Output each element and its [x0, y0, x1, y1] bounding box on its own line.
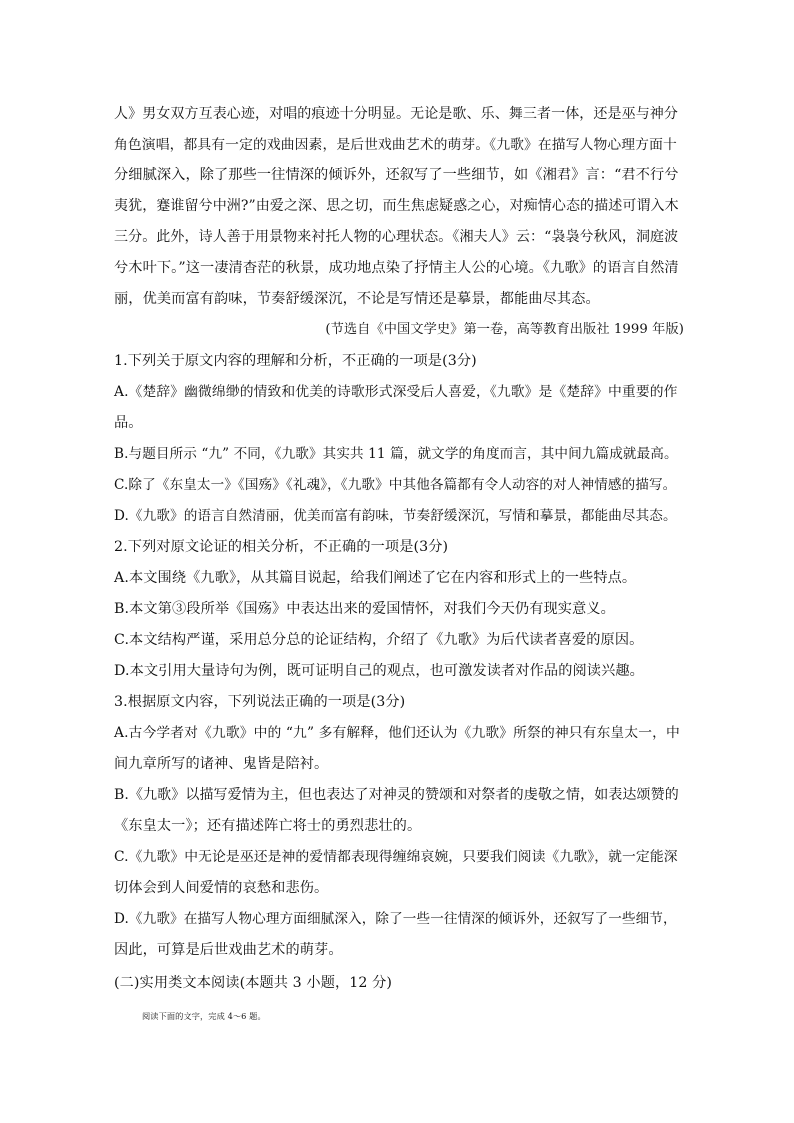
- question-1-option-d: D.《九歌》的语言自然清丽，优美而富有韵味，节奏舒缓深沉，写情和摹景，都能曲尽其态。: [114, 508, 677, 524]
- passage-source: (节选自《中国文学史》第一卷，高等教育出版社 1999 年版): [325, 322, 684, 337]
- passage-line: 角色演唱，都具有一定的戏曲因素，是后世戏曲艺术的萌芽。《九歌》在描写人物心理方面十: [114, 137, 677, 153]
- passage-line: 兮木叶下。”这一凄清杳茫的秋景，成功地点染了抒情主人公的心境。《九歌》的语言自然清: [114, 260, 679, 276]
- question-2-option-a: A.本文围绕《九歌》，从其篇目说起，给我们阐述了它在内容和形式上的一些特点。: [114, 570, 637, 586]
- question-3-option-b: B.《九歌》以描写爱情为主，但也表达了对神灵的赞颂和对祭者的虔敬之情，如表达颂赞的: [114, 787, 679, 803]
- question-1-option-b: B.与题目所示 “九” 不同，《九歌》其实共 11 篇，就文学的角度而言，其中间九篇成就最高。: [114, 446, 678, 462]
- question-1-option-a-cont: 品。: [114, 415, 143, 431]
- question-2-option-c: C.本文结构严谨，采用总分总的论证结构，介绍了《九歌》为后代读者喜爱的原因。: [114, 632, 644, 648]
- question-2-option-b: B.本文第③段所举《国殇》中表达出来的爱国情怀，对我们今天仍有现实意义。: [114, 601, 615, 617]
- question-2-option-d: D.本文引用大量诗句为例，既可证明自己的观点，也可激发读者对作品的阅读兴趣。: [114, 663, 644, 679]
- passage-line: 人》男女双方互表心迹，对唱的痕迹十分明显。无论是歌、乐、舞三者一体，还是巫与神分: [114, 106, 678, 122]
- section-instruction: 阅读下面的文字，完成 4～6 题。: [142, 1011, 266, 1021]
- section-heading: (二)实用类文本阅读(本题共 3 小题，12 分): [114, 975, 393, 991]
- question-3-option-a: A.古今学者对《九歌》中的 “九” 多有解释，他们还认为《九歌》所祭的神只有东皇太一，中: [114, 725, 680, 741]
- question-3-option-d: D.《九歌》在描写人物心理方面细腻深入，除了一些一往情深的倾诉外，还叙写了一些细节，: [114, 911, 677, 927]
- question-1-stem: 1.下列关于原文内容的理解和分析，不正确的一项是(3分): [114, 353, 477, 369]
- question-2-stem: 2.下列对原文论证的相关分析，不正确的一项是(3分): [114, 539, 449, 555]
- question-1-option-a: A.《楚辞》幽微绵缈的情致和优美的诗歌形式深受后人喜爱，《九歌》是《楚辞》中重要的作: [114, 384, 678, 400]
- passage-line: 丽，优美而富有韵味，节奏舒缓深沉，不论是写情还是摹景，都能曲尽其态。: [114, 291, 600, 307]
- passage-line: 三分。此外，诗人善于用景物来衬托人物的心理状态。《湘夫人》云：“袅袅兮秋风，洞庭波: [114, 229, 679, 245]
- question-3-option-d-cont: 因此，可算是后世戏曲艺术的萌芽。: [114, 942, 343, 958]
- passage-line: 分细腻深入，除了那些一往情深的倾诉外，还叙写了一些细节，如《湘君》言：“君不行兮: [114, 167, 679, 183]
- question-3-option-c-cont: 切体会到人间爱情的哀愁和悲伤。: [114, 880, 329, 896]
- passage-line: 夷犹，蹇谁留兮中洲?”由爱之深、思之切，而生焦虑疑惑之心，对痴情心态的描述可谓入木: [114, 198, 679, 214]
- question-3-option-a-cont: 间九章所写的诸神、鬼皆是陪衬。: [114, 756, 329, 772]
- question-3-option-c: C.《九歌》中无论是巫还是神的爱情都表现得缠绵哀婉，只要我们阅读《九歌》，就一定能深: [114, 849, 678, 865]
- question-1-option-c: C.除了《东皇太一》《国殇》《礼魂》，《九歌》中其他各篇都有令人动容的对人神情感的描写。: [114, 477, 677, 493]
- question-3-stem: 3.根据原文内容，下列说法正确的一项是(3分): [114, 694, 406, 710]
- question-3-option-b-cont: 《东皇太一》；还有描述阵亡将士的勇烈悲壮的。: [114, 818, 422, 834]
